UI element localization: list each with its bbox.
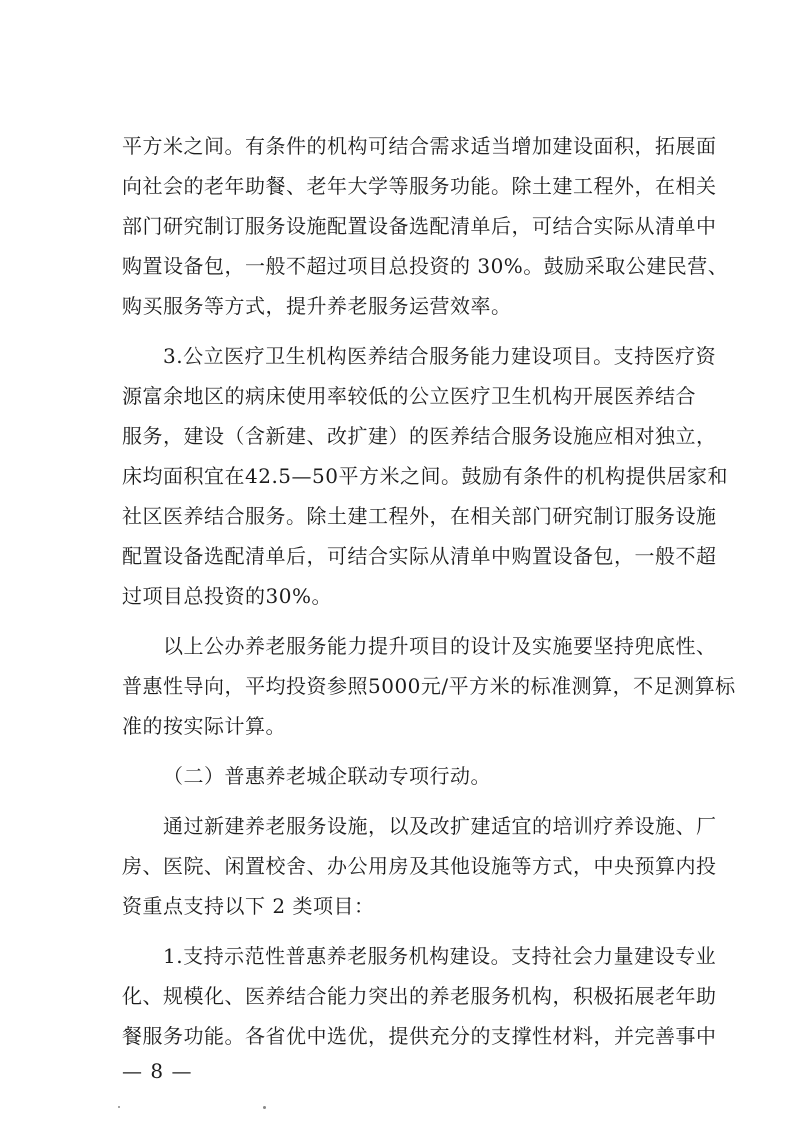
paragraph-line: 床均面积宜在42.5—50平方米之间。鼓励有条件的机构提供居家和 — [122, 464, 728, 488]
paragraph-line: 普惠性导向，平均投资参照5000元/平方米的标准测算，不足测算标 — [122, 674, 736, 698]
section-heading: （二）普惠养老城企联动专项行动。 — [163, 764, 491, 788]
paragraph-line: 化、规模化、医养结合能力突出的养老服务机构，积极拓展老年助 — [122, 984, 717, 1008]
paragraph-line: 购置设备包，一般不超过项目总投资的 30%。鼓励采取公建民营、 — [122, 254, 729, 278]
paragraph-line: 购买服务等方式，提升养老服务运营效率。 — [122, 294, 512, 318]
paragraph-line: 源富余地区的病床使用率较低的公立医疗卫生机构开展医养结合 — [122, 384, 696, 408]
page-number: — 8 — — [122, 1059, 193, 1083]
paragraph-line: 3.公立医疗卫生机构医养结合服务能力建设项目。支持医疗资 — [163, 344, 717, 368]
paragraph-line: 准的按实际计算。 — [122, 714, 286, 738]
paragraph-line: 通过新建养老服务设施，以及改扩建适宜的培训疗养设施、厂 — [163, 814, 717, 838]
paragraph-line: 过项目总投资的30%。 — [122, 584, 332, 608]
paragraph-line: 平方米之间。有条件的机构可结合需求适当增加建设面积，拓展面 — [122, 134, 717, 158]
paragraph-line: 部门研究制订服务设施配置设备选配清单后，可结合实际从清单中 — [122, 214, 717, 238]
paragraph-line: 餐服务功能。各省优中选优，提供充分的支撑性材料，并完善事中 — [122, 1024, 717, 1048]
paragraph-line: 配置设备选配清单后，可结合实际从清单中购置设备包，一般不超 — [122, 544, 717, 568]
paragraph-line: 1.支持示范性普惠养老服务机构建设。支持社会力量建设专业 — [163, 944, 717, 968]
scan-speck — [118, 1106, 120, 1108]
paragraph-line: 以上公办养老服务能力提升项目的设计及实施要坚持兜底性、 — [163, 634, 717, 658]
paragraph-line: 服务，建设（含新建、改扩建）的医养结合服务设施应相对独立， — [122, 424, 717, 448]
paragraph-line: 向社会的老年助餐、老年大学等服务功能。除土建工程外，在相关 — [122, 174, 717, 198]
paragraph-line: 房、医院、闲置校舍、办公用房及其他设施等方式，中央预算内投 — [122, 854, 717, 878]
scan-speck — [263, 1106, 266, 1109]
paragraph-line: 社区医养结合服务。除土建工程外，在相关部门研究制订服务设施 — [122, 504, 717, 528]
paragraph-line: 资重点支持以下 2 类项目： — [122, 894, 375, 918]
